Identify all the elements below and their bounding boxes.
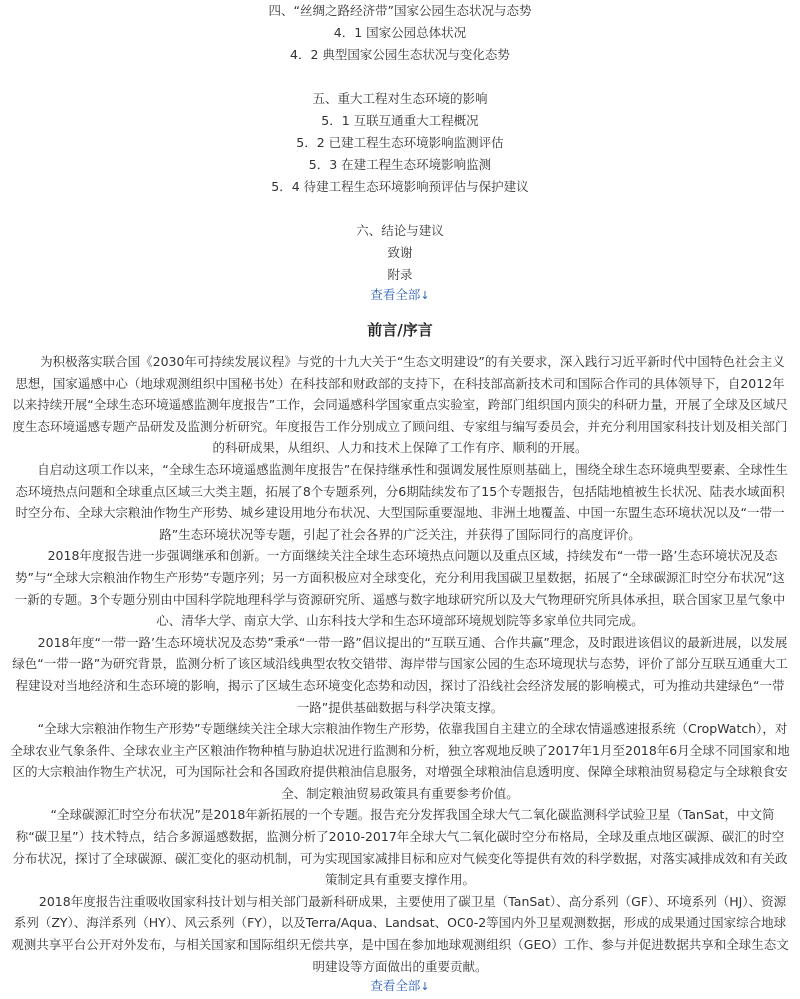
toc-spacer [10,66,790,88]
toc-line: 5．3 在建工程生态环境影响监测 [308,157,492,172]
preface-title: 前言/序言 [367,321,433,339]
toc-line: 附录 [387,267,413,282]
toc-line: 4．2 典型国家公园生态状况与变化态势 [290,47,510,62]
toc-line: 六、结论与建议 [356,223,444,238]
preface-paragraph: 为积极落实联合国《2030年可持续发展议程》与党的十九大关于“生态文明建设”的有关要求，深入践行习近平新时代中国特色社会主义思想，国家遥感中心（地球观测组织中国秘书处）在科技部和财政部的支持下，在科技部高新技术司和国际合作司的具体领导下，自2012年以来持续开展“全球生态环境遥感监测年度报告”工作，会同遥感科学国家重点实验室，跨部门组织国内顶尖的科研力量，开展了全球及区域尺度生态环境遥感专题产品研发及监测分析研究。年度报告工作分别成立了顾问组、专家组与编写委员会，并充分利用国家科技计划及相关部门的科研成果，从组织、人力和技术上保障了工作有序、顺利的开展。 [12,354,788,456]
toc-line: 5．1 互联互通重大工程概况 [321,113,479,128]
preface-paragraph: 2018年度报告进一步强调继承和创新。一方面继续关注全球生态环境热点问题以及重点区域，持续发布“一带一路’生态环境状况及态势”与“全球大宗粮油作物生产形势”专题序列；另一方面积极应对全球变化，充分利用我国碳卫星数据，拓展了“全球碳源汇时空分布状况”这一新的专题。3个专题分别由中国科学院地理科学与资源研究所、遥感与数字地球研究所以及大气物理研究所具体承担，联合国家卫星气象中心、清华大学、南京大学、山东科技大学和生态环境部环境规划院等多家单位共同完成。 [14,548,786,629]
toc-spacer [10,198,790,220]
toc-line: 致谢 [387,245,413,260]
toc-line: 5．2 已建工程生态环境影响监测评估 [296,135,504,150]
toc-line: 4．1 国家公园总体状况 [333,25,467,40]
preface-paragraph: 2018年度报告注重吸收国家科技计划与相关部门最新科研成果，主要使用了碳卫星（TanSat）、高分系列（GF）、环境系列（HJ）、资源系列（ZY）、海洋系列（HY）、风云系列（FY），以及Terra/Aqua、Landsat、OC0-2等国内外卫星观测数据，形成的成果通过国家综合地球观测共享平台公开对外发布，与相关国家和国际组织无偿共享，是中国在参加地球观测组织（GEO）工作、参与并促进数据共享和全球生态文明建设等方面做出的重要贡献。 [11,893,789,974]
preface-paragraph: 2018年度“一带一路’生态环境状况及态势”秉承“一带一路”倡议提出的“互联互通、合作共赢”理念，及时跟进该倡议的最新进展，以发展绿色“一带一路”为研究背景，监测分析了该区域沿线典型农牧交错带、海岸带与国家公园的生态环境现状与态势，评价了部分互联互通重大工程建设对当地经济和生态环境的影响，揭示了区域生态环境变化态势和动因，探讨了沿线社会经济发展的影响模式，可为推动共建绿色“一带一路”提供基础数据与科学决策支撑。 [12,634,788,715]
preface-paragraph: “全球大宗粮油作物生产形势”专题继续关注全球大宗粮油作物生产形势，依靠我国自主建立的全球农情遥感速报系统（CropWatch），对全球农业气象条件、全球农业主产区粮油作物种植与胁迫状况进行监测和分析，独立客观地反映了2017年1月至2018年6月全球不同国家和地区的大宗粮油作物生产状况，可为国际社会和各国政府提供粮油信息服务，对增强全球粮油信息透明度、保障全球粮油贸易稳定与全球粮食安全、制定粮油贸易政策具有重要参考价值。 [10,721,790,801]
preface-view-all-link[interactable] [10,977,790,996]
toc-line: 四、“丝绸之路经济带”国家公园生态状况与态势 [268,3,532,18]
preface-paragraph: “全球碳源汇时空分布状况”是2018年新拓展的一个专题。报告充分发挥我国全球大气二氧化碳监测科学试验卫星（TanSat，中文简称“碳卫星”）技术特点，结合多源遥感数据，监测分析了2010-2017年全球大气二氧化碳时空分布格局，全球及重点地区碳源、碳汇的时空分布状况，探讨了全球碳源、碳汇变化的驱动机制，可为实现国家减排目标和应对气候变化等提供有效的科学数据，对落实减排成效和有关政策制定具有重要支撑作用。 [12,807,788,888]
toc-line: 5．4 待建工程生态环境影响预评估与保护建议 [271,179,529,194]
toc-view-all-link[interactable] [10,286,790,305]
arrow-down-icon: ↓ [420,980,430,994]
toc-view-all-label: 查看全部 [370,287,421,302]
table-of-contents [10,0,790,286]
preface-view-all-label: 查看全部 [370,978,421,994]
arrow-down-icon: ↓ [420,289,430,302]
preface-body [10,351,790,977]
toc-line: 五、重大工程对生态环境的影响 [312,91,488,106]
preface-paragraph: 自启动这项工作以来，“全球生态环境遥感监测年度报告”在保持继承性和强调发展性原则基础上，围绕全球生态环境典型要素、全球性生态环境热点问题和全球重点区域三大类主题，拓展了8个专题系列，分6期陆续发布了15个专题报告，包括陆地植被生长状况、陆表水域面积时空分布、全球大宗粮油作物生产形势、城乡建设用地分布状况、大型国际重要湿地、非洲土地覆盖、中国一东盟生态环境状况以及“一带一路”生态环境状况等专题，引起了社会各界的广泛关注，并获得了国际同行的高度评价。 [15,461,788,542]
